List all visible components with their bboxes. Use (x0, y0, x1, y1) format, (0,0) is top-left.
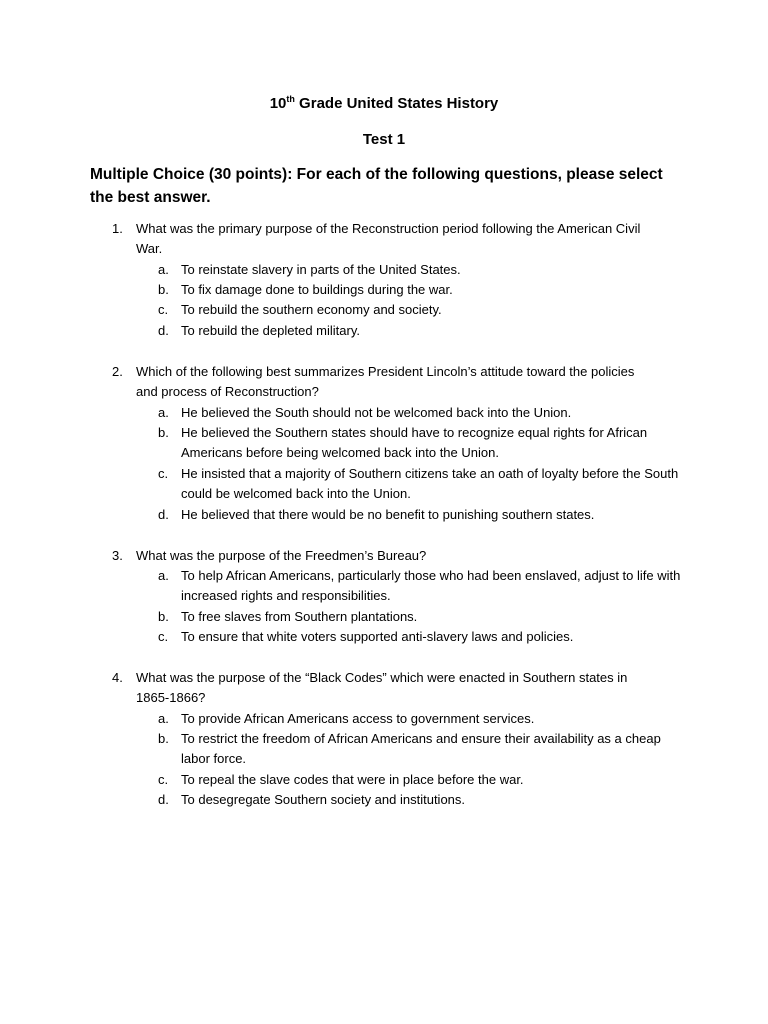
question-text: What was the primary purpose of the Reconstruction period following the American Civil War. (136, 221, 641, 257)
option-letter: b. (158, 282, 169, 297)
option-text: To ensure that white voters supported anti-slavery laws and policies. (181, 629, 574, 644)
question-text: What was the purpose of the Freedmen’s Bureau? (136, 548, 427, 563)
option-text: To rebuild the depleted military. (181, 323, 360, 338)
option-text: To rebuild the southern economy and society. (181, 302, 442, 317)
question-number: 4. (112, 670, 123, 685)
option-text: To help African Americans, particularly those who had been enslaved, adjust to life with increased rights and responsibilities. (181, 568, 681, 604)
option-letter: a. (158, 711, 169, 726)
option-letter: b. (158, 609, 169, 624)
option-text: To free slaves from Southern plantations. (181, 609, 418, 624)
page-title (0, 94, 768, 114)
option-text: To repeal the slave codes that were in place before the war. (181, 772, 524, 787)
option-text: To restrict the freedom of African Americans and ensure their availability as a cheap labor force. (181, 731, 661, 767)
option-text: He insisted that a majority of Southern citizens take an oath of loyalty before the South could be welcomed back into the Union. (181, 466, 679, 502)
option-letter: c. (158, 772, 169, 787)
title-ordinal-suffix: th (286, 94, 295, 104)
option-letter: b. (158, 731, 169, 746)
option-letter: b. (158, 425, 169, 440)
option-text: To fix damage done to buildings during the war. (181, 282, 453, 297)
option-letter: d. (158, 792, 169, 807)
option-text: He believed the Southern states should have to recognize equal rights for African Americans before being welcomed back into the Union. (181, 425, 648, 461)
title-course-name: Grade United States History (294, 95, 499, 112)
option-letter: a. (158, 568, 169, 583)
option-text: To provide African Americans access to government services. (181, 711, 535, 726)
option-letter: c. (158, 629, 169, 644)
question-number: 2. (112, 364, 123, 379)
question-number: 1. (112, 221, 123, 236)
option-letter: c. (158, 302, 169, 317)
option-text: To reinstate slavery in parts of the United States. (181, 262, 461, 277)
title-grade-number: 10 (269, 95, 287, 112)
option-letter: a. (158, 262, 169, 277)
question-number: 3. (112, 548, 123, 563)
option-letter: d. (158, 507, 169, 522)
option-text: He believed the South should not be welcomed back into the Union. (181, 405, 572, 420)
option-letter: d. (158, 323, 169, 338)
option-letter: c. (158, 466, 169, 481)
question-text: What was the purpose of the “Black Codes” which were enacted in Southern states in 1865-1866? (136, 670, 628, 706)
test-subtitle: Test 1 (362, 131, 406, 148)
question-text: Which of the following best summarizes President Lincoln’s attitude toward the policies and process of Reconstruction? (136, 364, 635, 400)
section-instructions: Multiple Choice (30 points): For each of the following questions, please select the best answer. (90, 166, 663, 206)
option-text: To desegregate Southern society and institutions. (181, 792, 466, 807)
option-text: He believed that there would be no benefit to punishing southern states. (181, 507, 595, 522)
option-letter: a. (158, 405, 169, 420)
